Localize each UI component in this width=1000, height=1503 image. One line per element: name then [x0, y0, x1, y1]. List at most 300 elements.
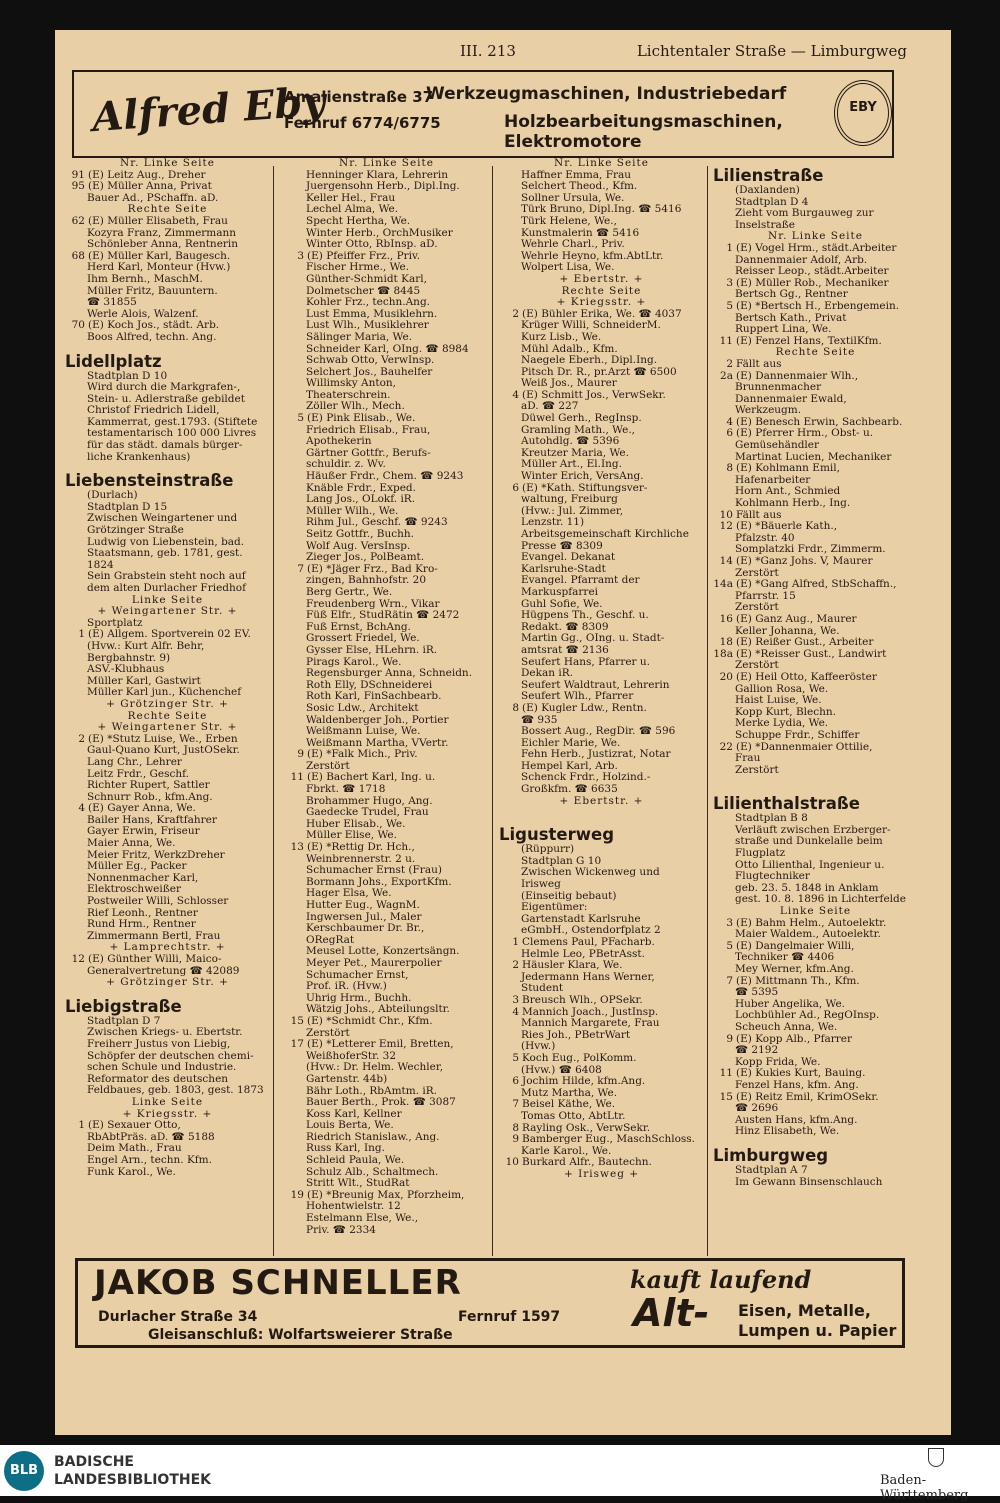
- house-number: 12: [71, 953, 85, 965]
- entry-line: Bauer Ad., PSchaffn. aD.: [87, 191, 219, 204]
- house-entry: [284, 1039, 489, 1051]
- entry-line: Funk Karol., We.: [87, 1165, 176, 1178]
- entry-line: Lang Chr., Lehrer: [87, 755, 182, 768]
- street-heading: Lidellplatz: [65, 351, 162, 371]
- entry-line: Kurz Lisb., We.: [521, 330, 602, 343]
- entry-line: Haist Luise, We.: [735, 694, 822, 707]
- blb-logo-icon: [4, 1451, 44, 1491]
- entry-line: Rief Leonh., Rentner: [87, 906, 198, 919]
- state-crest-icon: [928, 1448, 944, 1467]
- entry-line: Zieger Jos., PolBeamt.: [306, 551, 425, 564]
- entry-text: (E) Heil Otto, Kaffeeröster: [736, 670, 877, 683]
- house-number: 8: [726, 462, 733, 475]
- entry-line: Generalvertretung ☎ 42089: [87, 964, 240, 977]
- entry-line: Apothekerin: [306, 435, 372, 448]
- entry-line: Presse ☎ 8309: [521, 539, 603, 552]
- entry-line: Irisweg: [521, 878, 561, 891]
- entry-line: Ludwig von Liebenstein, bad.: [87, 535, 245, 548]
- entry-line: Zieht vom Burgauweg zur: [735, 207, 874, 220]
- entry-line: (Hvw.: Dr. Helm. Wechler,: [306, 1061, 444, 1074]
- entry-line: geb. 23. 5. 1848 in Anklam: [735, 881, 879, 894]
- entry-line: Merke Lydia, We.: [735, 717, 829, 730]
- entry-line: Leitz Frdr., Geschf.: [87, 767, 190, 780]
- schneller-phone: Fernruf 1597: [458, 1309, 561, 1325]
- entry-line: Zwischen Weingartener und: [87, 512, 238, 525]
- entry-line: Winter Herb., OrchMusiker: [306, 226, 453, 239]
- house-entry: [284, 413, 489, 425]
- entry-line: Gartenstadt Karlsruhe: [521, 912, 641, 925]
- house-number: 22: [719, 740, 733, 753]
- entry-line: (Daxlanden): [735, 184, 800, 196]
- entry-line: Knäble Frdr., Exped.: [306, 481, 416, 494]
- house-number: 10: [719, 508, 733, 521]
- entry-line: Austen Hans, kfm.Ang.: [735, 1113, 858, 1126]
- advertisement-eby: [72, 70, 894, 158]
- entry-line: Reformator des deutschen: [87, 1072, 229, 1085]
- entry-line: Waldenberger Joh., Portier: [306, 713, 449, 726]
- section-label: + Irisweg +: [563, 1167, 640, 1180]
- entry-line: Martinat Lucien, Mechaniker: [735, 450, 892, 463]
- entry-line: Dannenmaier Adolf, Arb.: [735, 253, 868, 266]
- entry-line: Estelmann Else, We.,: [306, 1212, 419, 1225]
- entry-line: Hutter Eug., WagnM.: [306, 899, 420, 911]
- entry-line: Dekan iR.: [521, 667, 573, 680]
- entry-text: (E) Ganz Aug., Maurer: [736, 612, 857, 625]
- entry-line: Müller Fritz, Bauuntern.: [87, 284, 218, 297]
- column-1: [65, 158, 270, 1178]
- entry-line: Friedrich Elisab., Frau,: [306, 423, 431, 436]
- entry-text: Beisel Käthe, We.: [522, 1098, 616, 1111]
- entry-line: Stadtplan B 8: [735, 812, 808, 825]
- entry-line: Martin Gg., OIng. u. Stadt-: [521, 632, 665, 645]
- entry-line: Stritt Wlt., StudRat: [306, 1177, 410, 1190]
- house-number: 2: [512, 307, 519, 320]
- entry-line: Lang Jos., OLokf. iR.: [306, 493, 416, 506]
- entry-text: (E) *Kath. Stiftungsver-: [522, 481, 648, 494]
- house-number: 8: [512, 1121, 519, 1134]
- section-label: Rechte Seite: [775, 346, 856, 359]
- section-label: + Weingartener Str. +: [97, 721, 238, 734]
- entry-line: Kerschbaumer Dr. Br.,: [306, 922, 425, 935]
- entry-text: (E) Kopp Alb., Pfarrer: [736, 1032, 853, 1045]
- entry-line: Weiß Jos., Maurer: [521, 377, 617, 390]
- entry-line: Inselstraße: [735, 218, 795, 231]
- entry-line: Häußer Frdr., Chem. ☎ 9243: [306, 470, 464, 483]
- entry-line: Schenck Frdr., Holzind.-: [521, 771, 651, 784]
- entry-line: Feldbaues, geb. 1803, gest. 1873: [87, 1084, 264, 1097]
- page-header: [55, 38, 951, 64]
- entry-line: Ruppert Lina, We.: [735, 323, 832, 336]
- entry-line: Kohlmann Herb., Ing.: [735, 497, 851, 510]
- entry-text: (E) Dannenmaier Wlh.,: [736, 369, 859, 382]
- house-number: 4: [512, 388, 519, 401]
- eby-line2: Holzbearbeitungsmaschinen, Elektromotore: [504, 112, 783, 152]
- column-3: [499, 158, 704, 1180]
- entry-line: Mutz Martha, We.: [521, 1086, 618, 1099]
- entry-line: Lust Wlh., Musiklehrer: [306, 319, 429, 332]
- house-number: 3: [726, 916, 733, 929]
- house-number: 1: [78, 628, 85, 641]
- entry-line: Stadtplan A 7: [735, 1163, 808, 1176]
- entry-line: Schumacher Ernst,: [306, 968, 409, 981]
- entry-line: Stadtplan D 15: [87, 500, 168, 513]
- entry-line: (Hvw.) ☎ 6408: [521, 1063, 602, 1076]
- entry-line: Stadtplan D 10: [87, 369, 168, 382]
- house-number: 7: [726, 974, 733, 987]
- entry-line: Lust Emma, Musiklehrn.: [306, 307, 438, 320]
- entry-line: Günther-Schmidt Karl,: [306, 272, 427, 285]
- house-entry: [713, 556, 918, 568]
- house-number: 17: [290, 1038, 304, 1051]
- entry-line: Gärtner Gottfr., Berufs-: [306, 446, 431, 459]
- entry-line: Fuß Ernst, BchAng.: [306, 620, 411, 633]
- entry-line: Müller Elise, We.: [306, 829, 397, 842]
- house-number: 8: [512, 701, 519, 714]
- house-number: 4: [78, 802, 85, 815]
- entry-text: Breusch Wlh., OPSekr.: [522, 993, 643, 1006]
- entry-line: Fischer Hrme., We.: [306, 261, 410, 274]
- entry-line: Wolpert Lisa, We.: [521, 261, 615, 274]
- house-entry: [65, 216, 270, 228]
- section-label: Rechte Seite: [561, 284, 642, 297]
- entry-line: Meier Fritz, WerkzDreher: [87, 848, 225, 861]
- schneller-address: Durlacher Straße 34: [98, 1309, 258, 1325]
- entry-line: Boos Alfred, techn. Ang.: [87, 330, 217, 343]
- house-entry: [499, 1134, 704, 1146]
- house-number: 5: [297, 412, 304, 425]
- directory-page: [55, 30, 951, 1435]
- entry-text: Burkard Alfr., Bautechn.: [522, 1156, 652, 1169]
- entry-line: Freudenberg Wrn., Vikar: [306, 597, 440, 610]
- entry-line: Prof. iR. (Hvw.): [306, 980, 387, 993]
- entry-line: Hohentwielstr. 12: [306, 1200, 401, 1213]
- house-number: 2: [726, 357, 733, 370]
- entry-text: (E) *Rettig Dr. Hch.,: [307, 841, 415, 854]
- entry-line: Hinz Elisabeth, We.: [735, 1125, 840, 1138]
- entry-line: Wolf Aug. VersInsp.: [306, 539, 411, 552]
- entry-line: ☎ 935: [521, 713, 558, 726]
- entry-line: testamentarisch 100 000 Livres: [87, 427, 257, 440]
- entry-line: Großkfm. ☎ 6635: [521, 783, 618, 796]
- entry-line: Postweiler Willi, Schlosser: [87, 895, 229, 908]
- entry-line: Otto Lilienthal, Ingenieur u.: [735, 858, 885, 871]
- entry-line: Pirags Karol., We.: [306, 655, 402, 668]
- entry-line: Pitsch Dr. R., pr.Arzt ☎ 6500: [521, 365, 677, 378]
- entry-text: (E) *Dannenmaier Ottilie,: [736, 740, 873, 753]
- entry-line: 1824: [87, 558, 114, 571]
- entry-line: Bossert Aug., RegDir. ☎ 596: [521, 725, 676, 738]
- entry-line: Bähr Loth., RbAmtm. iR.: [306, 1084, 438, 1097]
- entry-line: Türk Helene, We.,: [521, 214, 617, 227]
- entry-line: Keller Johanna, We.: [735, 624, 840, 637]
- entry-text: (E) Reißer Gust., Arbeiter: [736, 636, 874, 649]
- eby-logo-icon: [834, 80, 892, 146]
- street-range: Lichtentaler Straße — Limburgweg: [636, 42, 907, 60]
- entry-line: (Einseitig bebaut): [521, 889, 617, 902]
- house-entry: [713, 614, 918, 626]
- section-label: Linke Seite: [131, 593, 204, 606]
- eby-name: Alfred Eby: [90, 77, 327, 142]
- entry-line: Müller Karl, Gastwirt: [87, 674, 201, 687]
- section-label: + Ebertstr. +: [559, 794, 644, 807]
- entry-line: Weißmann Luise, We.: [306, 725, 421, 738]
- house-entry: [499, 1076, 704, 1088]
- entry-line: Schwab Otto, VerwInsp.: [306, 354, 435, 367]
- entry-line: (Durlach): [87, 489, 138, 502]
- house-number: 70: [71, 319, 85, 332]
- entry-line: Mey Werner, kfm.Ang.: [735, 963, 854, 975]
- entry-line: Zwischen Kriegs- u. Ebertstr.: [87, 1026, 243, 1039]
- entry-text: (E) Reitz Emil, KrimOSekr.: [736, 1090, 879, 1103]
- house-number: 11: [290, 771, 304, 784]
- page-number: III. 213: [460, 42, 516, 60]
- eby-line1: Werkzeugmaschinen, Industriebedarf: [426, 84, 787, 104]
- house-number: 9: [726, 1032, 733, 1045]
- entry-line: Berg Gertr., We.: [306, 585, 393, 598]
- section-label: Nr. Linke Seite: [554, 157, 649, 169]
- entry-line: (Hvw.: Kurt Alfr. Behr,: [87, 639, 205, 652]
- entry-line: Keller Hel., Frau: [306, 191, 396, 204]
- entry-text: (E) Mittmann Th., Kfm.: [736, 974, 860, 987]
- entry-text: (E) Dangelmaier Willi,: [736, 939, 855, 952]
- schneller-name: JAKOB SCHNELLER: [94, 1263, 462, 1303]
- house-entry: [499, 703, 704, 715]
- entry-line: Kunstmalerin ☎ 5416: [521, 226, 640, 239]
- section-label: + Grötzinger Str. +: [106, 697, 229, 710]
- entry-text: (E) Müller Rob., Mechaniker: [736, 276, 889, 289]
- house-number: 91: [71, 168, 85, 181]
- house-number: 9: [297, 748, 304, 761]
- entry-line: Weinbrennerstr. 2 u.: [306, 852, 416, 865]
- entry-line: Naegele Eberh., Dipl.Ing.: [521, 354, 658, 367]
- entry-line: Schulz Alb., Schaltmech.: [306, 1165, 439, 1178]
- house-entry: [284, 1016, 489, 1028]
- entry-line: Kreutzer Maria, We.: [521, 446, 629, 459]
- house-number: 5: [726, 299, 733, 312]
- street-heading: Lilienthalstraße: [713, 794, 860, 814]
- entry-line: Christof Friedrich Lidell,: [87, 404, 220, 417]
- entry-line: Russ Karl, Ing.: [306, 1142, 385, 1155]
- entry-line: ☎ 2192: [735, 1044, 779, 1057]
- entry-line: ☎ 5395: [735, 986, 779, 999]
- house-entry: [499, 1053, 704, 1065]
- entry-line: Zerstört: [735, 601, 779, 614]
- entry-line: Zerstört: [735, 659, 779, 672]
- section-label: Rechte Seite: [127, 203, 208, 216]
- entry-line: Grötzinger Straße: [87, 524, 184, 537]
- column-2: [284, 158, 489, 1236]
- entry-line: Riedrich Stanislaw., Ang.: [306, 1130, 440, 1143]
- entry-line: Regensburger Anna, Schneidn.: [306, 667, 473, 680]
- entry-line: eGmbH., Ostendorfplatz 2: [521, 924, 661, 937]
- house-number: 14a: [713, 578, 733, 591]
- entry-line: Gysser Else, HLehrn. iR.: [306, 643, 438, 656]
- street-heading: Lilienstraße: [713, 166, 824, 185]
- entry-line: Seufert Hans, Pfarrer u.: [521, 655, 651, 668]
- entry-line: Zwischen Wickenweg und: [521, 866, 660, 879]
- entry-text: Bamberger Eug., MaschSchloss.: [522, 1133, 696, 1146]
- house-entry: [65, 954, 270, 966]
- entry-line: Henninger Klara, Lehrerin: [306, 168, 449, 181]
- entry-line: Autohdlg. ☎ 5396: [521, 435, 620, 448]
- entry-text: Rayling Osk., VerwSekr.: [522, 1121, 651, 1134]
- spacer: [499, 807, 704, 817]
- entry-line: Müller Art., El.Ing.: [521, 458, 622, 471]
- entry-line: Arbeitsgemeinschaft Kirchliche: [521, 528, 689, 540]
- entry-text: (E) *Breunig Max, Pforzheim,: [307, 1188, 465, 1201]
- section-label: + Weingartener Str. +: [97, 605, 238, 618]
- entry-line: Lechel Alma, We.: [306, 203, 399, 216]
- entry-line: Priv. ☎ 2334: [306, 1223, 376, 1236]
- house-number: 7: [297, 562, 304, 575]
- house-number: 20: [719, 670, 733, 683]
- house-number: 1: [512, 936, 519, 948]
- entry-line: Eigentümer:: [521, 901, 588, 914]
- entry-line: Haffner Emma, Frau: [521, 168, 632, 181]
- entry-line: Werkzeugm.: [735, 404, 802, 417]
- entry-line: aD. ☎ 227: [521, 400, 579, 413]
- entry-line: Krüger Willi, SchneiderM.: [521, 319, 661, 332]
- entry-line: Zöller Wlh., Mech.: [306, 400, 405, 413]
- house-number: 2: [512, 959, 519, 972]
- house-number: 95: [71, 180, 85, 193]
- entry-line: Frau: [735, 752, 761, 765]
- house-number: 5: [726, 939, 733, 952]
- entry-line: Ries Joh., PBetrWart: [521, 1028, 631, 1041]
- entry-line: Horn Ant., Schmied: [735, 485, 841, 498]
- entry-line: Düwel Gerh., RegInsp.: [521, 412, 642, 425]
- entry-line: Markuspfarrei: [521, 585, 599, 598]
- section-label: Rechte Seite: [127, 709, 208, 722]
- entry-line: Selchert Jos., Bauhelfer: [306, 365, 433, 378]
- entry-line: Flugplatz: [735, 847, 786, 860]
- entry-line: Deim Math., Frau: [87, 1142, 182, 1155]
- entry-text: (E) Schmitt Jos., VerwSekr.: [522, 388, 666, 401]
- entry-line: Seufert Wlh., Pfarrer: [521, 690, 634, 703]
- entry-line: Im Gewann Binsenschlauch: [735, 1175, 883, 1188]
- entry-line: Redakt. ☎ 8309: [521, 620, 609, 633]
- schneller-rail: Gleisanschluß: Wolfartsweierer Straße: [148, 1327, 453, 1343]
- house-number: 19: [290, 1188, 304, 1201]
- entry-text: (E) Kukies Kurt, Bauing.: [736, 1067, 866, 1080]
- house-number: 18: [719, 636, 733, 649]
- schneller-goods2: Lumpen u. Papier: [738, 1321, 897, 1340]
- entry-line: Bauer Berth., Prok. ☎ 3087: [306, 1096, 456, 1109]
- section-label: Nr. Linke Seite: [120, 157, 215, 169]
- entry-line: Seitz Gottfr., Buchh.: [306, 528, 414, 540]
- entry-line: Schnurr Rob., kfm.Ang.: [87, 790, 213, 803]
- entry-line: Roth Karl, FinSachbearb.: [306, 690, 442, 703]
- entry-line: Maier Anna, We.: [87, 837, 176, 850]
- house-number: 62: [71, 214, 85, 227]
- section-label: Linke Seite: [779, 905, 852, 918]
- entry-line: amtsrat ☎ 2136: [521, 643, 609, 656]
- house-number: 9: [512, 1133, 519, 1146]
- entry-text: (E) Kugler Ldw., Rentn.: [522, 701, 647, 714]
- house-number: 3: [726, 276, 733, 289]
- entry-line: Stadtplan D 4: [735, 195, 809, 208]
- eby-phone: Fernruf 6774/6775: [284, 114, 441, 132]
- entry-line: Kopp Kurt, Blechn.: [735, 705, 836, 718]
- entry-line: Mannich Margarete, Frau: [521, 1017, 660, 1030]
- entry-text: (E) Gayer Anna, We.: [88, 802, 196, 815]
- entry-line: Reisser Leop., städt.Arbeiter: [735, 265, 889, 278]
- entry-line: Jedermann Hans Werner,: [521, 970, 655, 983]
- house-number: 4: [512, 1005, 519, 1018]
- entry-line: ☎ 2696: [735, 1102, 779, 1115]
- entry-text: (E) Kohlmann Emil,: [736, 462, 840, 475]
- entry-line: Nonnenmacher Karl,: [87, 871, 199, 884]
- house-number: 14: [719, 555, 733, 567]
- entry-line: Tomas Otto, AbtLtr.: [521, 1109, 626, 1122]
- entry-line: Weißmann Martha, VVertr.: [306, 736, 449, 749]
- entry-line: Selchert Theod., Kfm.: [521, 180, 638, 193]
- entry-line: Hafenarbeiter: [735, 473, 811, 486]
- entry-line: Juergensohn Herb., Dipl.Ing.: [306, 180, 460, 193]
- entry-line: Stadtplan D 7: [87, 1014, 161, 1027]
- house-number: 3: [297, 249, 304, 262]
- house-number: 11: [719, 1067, 733, 1080]
- house-entry: [65, 1120, 270, 1132]
- entry-text: (E) Allgem. Sportverein 02 EV.: [88, 628, 251, 641]
- blb-logo-text: BLB: [9, 1463, 39, 1478]
- entry-line: Gaedecke Trudel, Frau: [306, 806, 429, 819]
- entry-line: Kammerrat, gest.1793. (Stiftete: [87, 415, 258, 428]
- entry-line: Huber Angelika, We.: [735, 997, 845, 1010]
- entry-text: (E) Günther Willi, Maico-: [88, 953, 222, 965]
- entry-line: Pfarrstr. 15: [735, 589, 796, 602]
- entry-line: Zimmermann Bertl, Frau: [87, 929, 221, 942]
- entry-text: Jochim Hilde, kfm.Ang.: [522, 1075, 646, 1088]
- house-number: 16: [719, 612, 733, 625]
- entry-text: (E) Koch Jos., städt. Arb.: [88, 319, 220, 332]
- entry-line: Meyer Pet., Maurerpolier: [306, 956, 442, 969]
- entry-line: Zerstört: [735, 763, 779, 776]
- entry-line: Rund Hrm., Rentner: [87, 918, 196, 931]
- house-number: 4: [726, 415, 733, 428]
- entry-line: Zerstört: [735, 566, 779, 579]
- entry-text: (E) *Letterer Emil, Bretten,: [307, 1038, 454, 1051]
- entry-line: liche Krankenhaus): [87, 450, 191, 463]
- entry-line: Huber Elisab., We.: [306, 817, 406, 830]
- entry-line: (Hvw.: Jul. Zimmer,: [521, 504, 624, 517]
- house-number: 68: [71, 249, 85, 262]
- entry-line: zingen, Bahnhofstr. 20: [306, 574, 427, 587]
- entry-text: Häusler Klara, We.: [522, 959, 623, 972]
- footer-bar: [0, 1445, 1000, 1503]
- entry-line: (Rüppurr): [521, 843, 575, 856]
- entry-line: Rihm Jul., Geschf. ☎ 9243: [306, 516, 448, 529]
- entry-line: Bertsch Gg., Rentner: [735, 288, 848, 301]
- entry-text: (E) Vogel Hrm., städt.Arbeiter: [736, 241, 897, 254]
- entry-text: (E) Bahm Helm., Autoelektr.: [736, 916, 887, 929]
- entry-line: Seufert Waldtraut, Lehrerin: [521, 678, 670, 691]
- entry-line: Lochbühler Ad., RegOInsp.: [735, 1009, 880, 1022]
- entry-line: Kopp Frida, We.: [735, 1055, 821, 1068]
- section-label: Nr. Linke Seite: [339, 157, 434, 169]
- street-heading: Limburgweg: [713, 1145, 829, 1165]
- entry-line: Uhrig Hrm., Buchh.: [306, 991, 412, 1004]
- eby-logo-letters: EBY: [849, 100, 877, 115]
- entry-line: Specht Hertha, We.: [306, 214, 411, 227]
- entry-line: Student: [521, 982, 564, 995]
- spacer: [713, 776, 918, 786]
- advertisement-schneller: [75, 1258, 905, 1348]
- entry-text: (E) Leitz Aug., Dreher: [88, 168, 206, 181]
- entry-line: Freiherr Justus von Liebig,: [87, 1037, 231, 1050]
- entry-line: Kozyra Franz, Zimmermann: [87, 226, 237, 239]
- house-number: 2a: [720, 369, 733, 382]
